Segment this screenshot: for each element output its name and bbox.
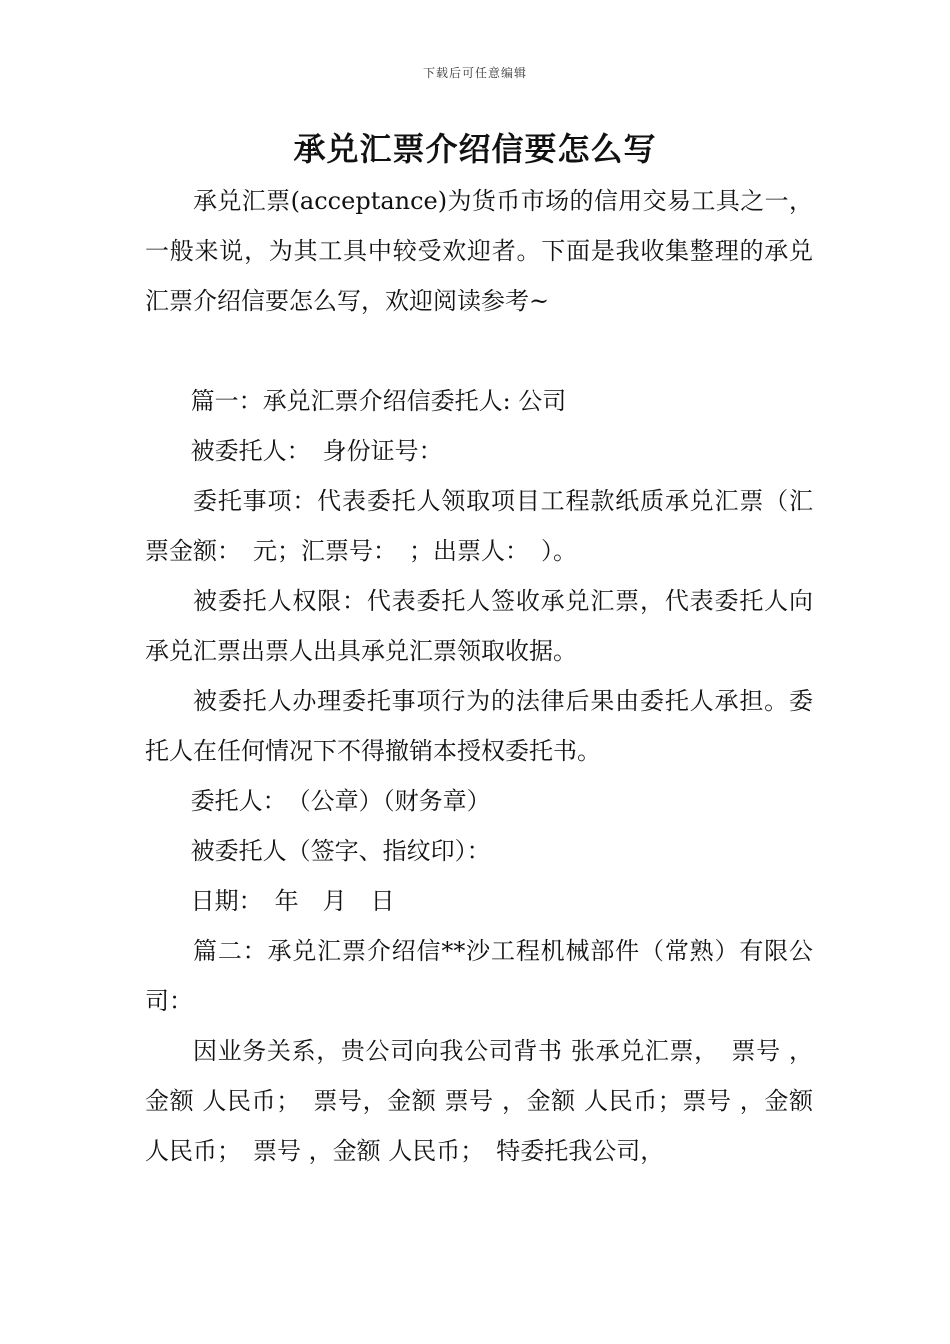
paragraph-spacer (145, 326, 813, 376)
business-relation-paragraph: 因业务关系，贵公司向我公司背书 张承兑汇票， 票号 ，金额 人民币； 票号，金额 票号 ，金额 人民币；票号 ，金额 人民币； 票号 ，金额 人民币； 特委托我公司， (145, 1037, 813, 1165)
document-body (145, 176, 813, 1176)
section-one-heading: 篇一：承兑汇票介绍信委托人: 公司 (190, 387, 567, 415)
header-note: 下载后可任意编辑 (422, 66, 527, 80)
agent-signature-line: 被委托人（签字、指纹印）： (190, 837, 491, 865)
agent-id-line: 被委托人： 身份证号： (190, 437, 443, 465)
intro-paragraph: 承兑汇票(acceptance)为货币市场的信用交易工具之一，一般来说，为其工具中较受欢迎者。下面是我收集整理的承兑汇票介绍信要怎么写，欢迎阅读参考~ (145, 187, 813, 315)
principal-seal-line: 委托人： （公章）（财务章） (190, 787, 491, 815)
entrusted-matter-paragraph: 委托事项：代表委托人领取项目工程款纸质承兑汇票（汇票金额： 元；汇票号： ；出票人： ）。 (145, 487, 813, 565)
document-title: 承兑汇票介绍信要怎么写 (293, 130, 657, 168)
agent-authority-paragraph: 被委托人权限：代表委托人签收承兑汇票，代表委托人向承兑汇票出票人出具承兑汇票领取收据。 (145, 587, 813, 665)
legal-consequence-paragraph: 被委托人办理委托事项行为的法律后果由委托人承担。委托人在任何情况下不得撤销本授权委托书。 (145, 687, 813, 765)
section-two-heading: 篇二：承兑汇票介绍信**沙工程机械部件（常熟）有限公司： (145, 937, 813, 1015)
date-line: 日期： 年 月 日 (190, 887, 395, 915)
